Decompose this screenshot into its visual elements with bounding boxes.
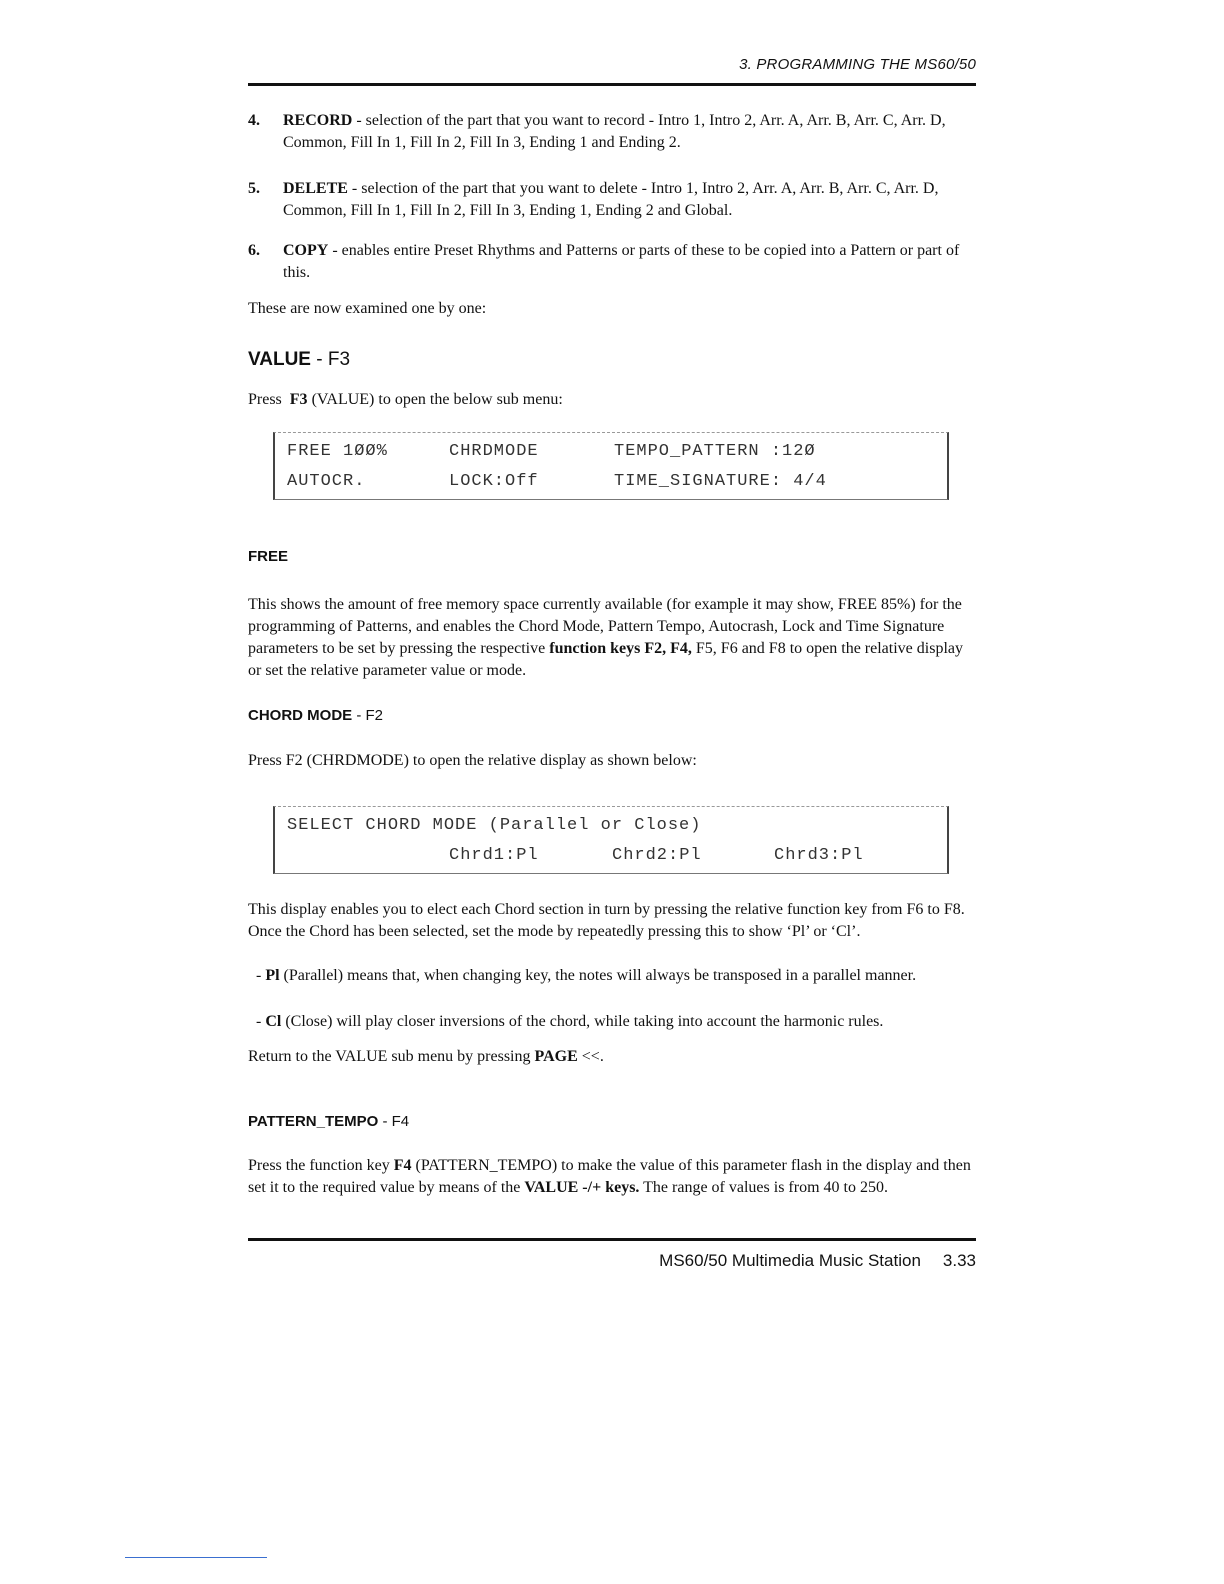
bullet-key: Cl [265, 1013, 282, 1030]
key-label: F4 [393, 1157, 412, 1174]
item-text: - selection of the part that you want to delete - Intro 1, Intro 2, Arr. A, Arr. B, Arr. C, Arr. D, Common, Fill In 1, Fill In 2, Fill In 3, Ending 1, Ending 2 and Global. [283, 180, 939, 219]
page-number: 3.33 [942, 1251, 976, 1270]
footnote-separator [125, 1557, 267, 1558]
tempo-body [248, 1155, 976, 1199]
list-item-delete [248, 178, 976, 222]
page-footer [560, 1251, 976, 1271]
lcd-free: FREE 1ØØ% [287, 442, 388, 461]
lcd-time-signature: TIME_SIGNATURE: 4/4 [614, 472, 827, 491]
bullet-parallel: - Pl (Parallel) means that, when changing key, the notes will always be transposed in a parallel manner. [256, 967, 917, 984]
lcd-chrd3: Chrd3:Pl [774, 846, 864, 865]
lcd-row-2 [287, 472, 827, 567]
text: This shows the amount of free memory space currently available (for example it may show, FREE 85%) for the programming of Patterns, and enables the Chord Mode, Pattern Tempo, Autocrash, Lock and Time Signature parameters to be set by pressing the respective [248, 596, 962, 657]
running-header: 3. PROGRAMMING THE MS60/50 [739, 56, 976, 73]
header-rule [248, 83, 976, 86]
item-keyword: COPY [283, 242, 329, 259]
heading-text: CHORD MODE [248, 707, 353, 724]
footer-title: MS60/50 Multimedia Music Station [659, 1251, 921, 1270]
item-keyword: RECORD [283, 112, 353, 129]
chord-body: This display enables you to elect each Chord section in turn by pressing the relative function key from F6 to F8. Once the Chord has been selected, set the mode by repeatedly pressing this to show ‘Pl’ or ‘Cl’. [248, 901, 965, 940]
intro-line: These are now examined one by one: [248, 300, 487, 317]
text: F5, F6 and F8 to open the relative display or set the relative parameter value or mode. [248, 640, 963, 679]
heading-key: - F4 [378, 1113, 410, 1130]
bullet-close: - Cl (Close) will play closer inversions of the chord, while taking into account the harmonic rules. [256, 1013, 884, 1030]
lcd-display-value [273, 432, 949, 500]
lcd-lock: LOCK:Off [449, 472, 539, 491]
lcd-select-chord-mode: SELECT CHORD MODE (Parallel or Close) [287, 816, 702, 835]
item-number: 5. [248, 180, 260, 197]
value-instruction [248, 389, 976, 411]
chord-instruction: Press F2 (CHRDMODE) to open the relative display as shown below: [248, 752, 697, 769]
lcd-autocr: AUTOCR. [287, 472, 366, 491]
list-item-copy [248, 240, 976, 284]
heading-text: VALUE [248, 349, 311, 370]
item-text: - selection of the part that you want to record - Intro 1, Intro 2, Arr. A, Arr. B, Arr. C, Arr. D, Common, Fill In 1, Fill In 2, Fill In 3, Ending 1 and Ending 2. [283, 112, 946, 151]
lcd-chrd2: Chrd2:Pl [612, 846, 702, 865]
free-body [248, 594, 976, 682]
list-item-record [248, 110, 976, 154]
footer-rule [248, 1238, 976, 1241]
key-label: VALUE -/+ keys. [524, 1179, 640, 1196]
lcd-tempo-pattern: TEMPO_PATTERN :12Ø [614, 442, 816, 461]
text-bold: function keys F2, F4, [549, 640, 692, 657]
heading-pattern-tempo [248, 1113, 409, 1130]
text: Press [248, 391, 290, 408]
lcd-chrdmode: CHRDMODE [449, 442, 539, 461]
text: Return to the VALUE sub menu by pressing [248, 1048, 535, 1065]
key-label: PAGE [534, 1048, 578, 1065]
bullet-text: (Close) will play closer inversions of the chord, while taking into account the harmonic rules. [281, 1013, 884, 1030]
heading-key: - F3 [310, 349, 351, 370]
heading-text: PATTERN_TEMPO [248, 1113, 379, 1130]
text: The range of values is from 40 to 250. [639, 1179, 888, 1196]
heading-key: - F2 [352, 707, 384, 724]
item-number: 6. [248, 242, 260, 259]
text: <<. [577, 1048, 604, 1065]
text: (VALUE) to open the below sub menu: [307, 391, 563, 408]
key-label: F3 [289, 391, 308, 408]
text: Press the function key [248, 1157, 394, 1174]
bullet-text: (Parallel) means that, when changing key, the notes will always be transposed in a parallel manner. [279, 967, 917, 984]
lcd-display-chord-mode [273, 806, 949, 874]
bullet-key: Pl [265, 967, 280, 984]
lcd-chrd1: Chrd1:Pl [449, 846, 539, 865]
item-text: - enables entire Preset Rhythms and Patterns or parts of these to be copied into a Pattern or part of this. [283, 242, 960, 281]
text: (PATTERN_TEMPO) to make the value of this parameter flash in the display and then set it to the required value by means of the [248, 1157, 971, 1196]
return-instruction [248, 1046, 976, 1068]
heading-free: FREE [248, 548, 289, 565]
heading-chord-mode [248, 707, 383, 724]
item-number: 4. [248, 112, 260, 129]
heading-value [248, 349, 350, 371]
item-keyword: DELETE [283, 180, 348, 197]
